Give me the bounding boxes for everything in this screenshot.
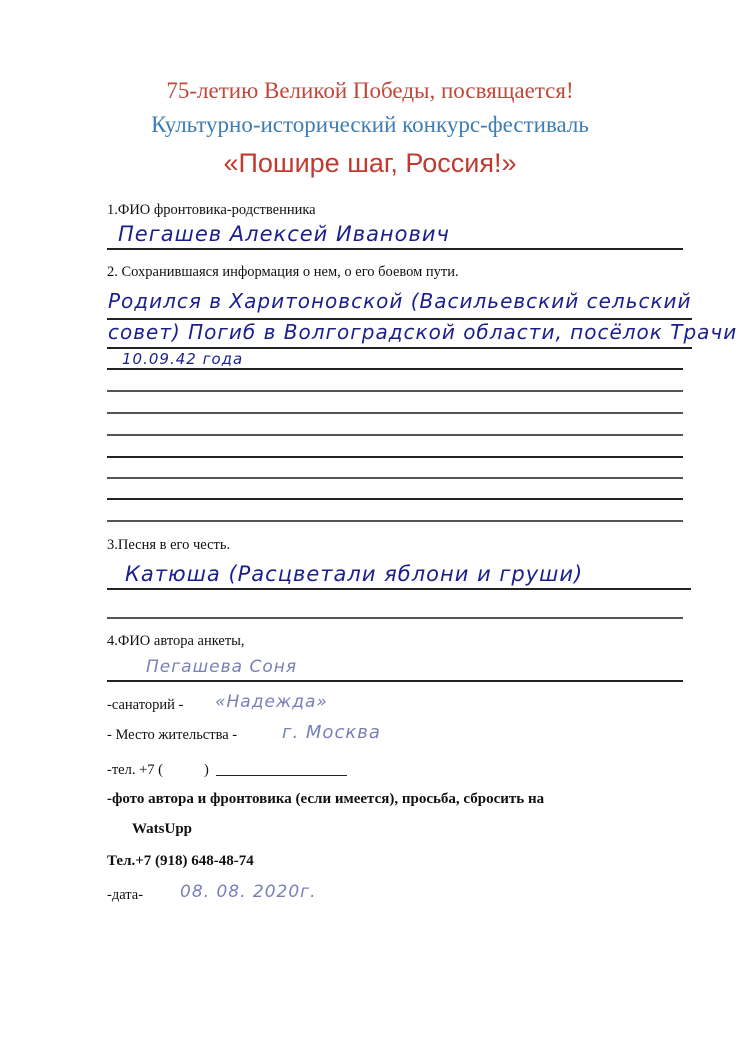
dedication-title: 75-летию Великой Победы, посвящается!	[166, 78, 574, 103]
photo-app: WatsUpp	[132, 821, 193, 837]
section3-value[interactable]: Катюша (Расцветали яблони и груши)	[125, 562, 584, 586]
phone-close-paren: )	[204, 762, 209, 778]
section3-label: 3.Песня в его честь.	[107, 537, 231, 553]
contact-phone: Тел.+7 (918) 648-48-74	[107, 853, 254, 869]
section2-line-2[interactable]: совет) Погиб в Волгоградской области, посёлок Трачи	[108, 320, 738, 344]
phone-input-line[interactable]	[216, 775, 347, 776]
phone-label: -тел. +7 (	[107, 762, 163, 778]
photo-note: -фото автора и фронтовика (если имеется), просьба, сбросить на	[107, 791, 545, 807]
sanatorium-label: -санаторий -	[107, 697, 184, 713]
section3-rule-1	[107, 588, 691, 590]
section2-label: 2. Сохранившаяся информация о нем, о его боевом пути.	[107, 264, 459, 280]
section2-rule-9	[107, 498, 683, 500]
section2-rule-10	[107, 520, 683, 522]
date-value[interactable]: 08. 08. 2020г.	[180, 882, 317, 902]
festival-name: «Пошире шаг, Россия!»	[223, 148, 517, 178]
section2-rule-8	[107, 477, 683, 479]
section2-rule-2	[107, 347, 692, 349]
residence-value[interactable]: г. Москва	[282, 722, 381, 743]
section2-rule-7	[107, 456, 683, 458]
section3-rule-2	[107, 617, 683, 619]
section4-label: 4.ФИО автора анкеты,	[107, 633, 245, 649]
section2-line-3[interactable]: 10.09.42 года	[122, 350, 244, 368]
section2-line-1[interactable]: Родился в Харитоновской (Васильевский сельский	[108, 289, 692, 313]
section1-underline	[107, 248, 683, 250]
date-label: -дата-	[107, 887, 144, 903]
section2-rule-5	[107, 412, 683, 414]
section2-rule-3	[107, 368, 683, 370]
section4-underline	[107, 680, 683, 682]
section1-value[interactable]: Пегашев Алексей Иванович	[118, 222, 450, 246]
section2-rule-4	[107, 390, 683, 392]
residence-label: - Место жительства -	[107, 727, 238, 743]
festival-title: Культурно-исторический конкурс-фестиваль	[151, 112, 589, 137]
author-name-value[interactable]: Пегашева Соня	[146, 657, 298, 677]
section1-label: 1.ФИО фронтовика-родственника	[107, 202, 316, 218]
sanatorium-value[interactable]: «Надежда»	[215, 692, 328, 712]
section2-rule-6	[107, 434, 683, 436]
